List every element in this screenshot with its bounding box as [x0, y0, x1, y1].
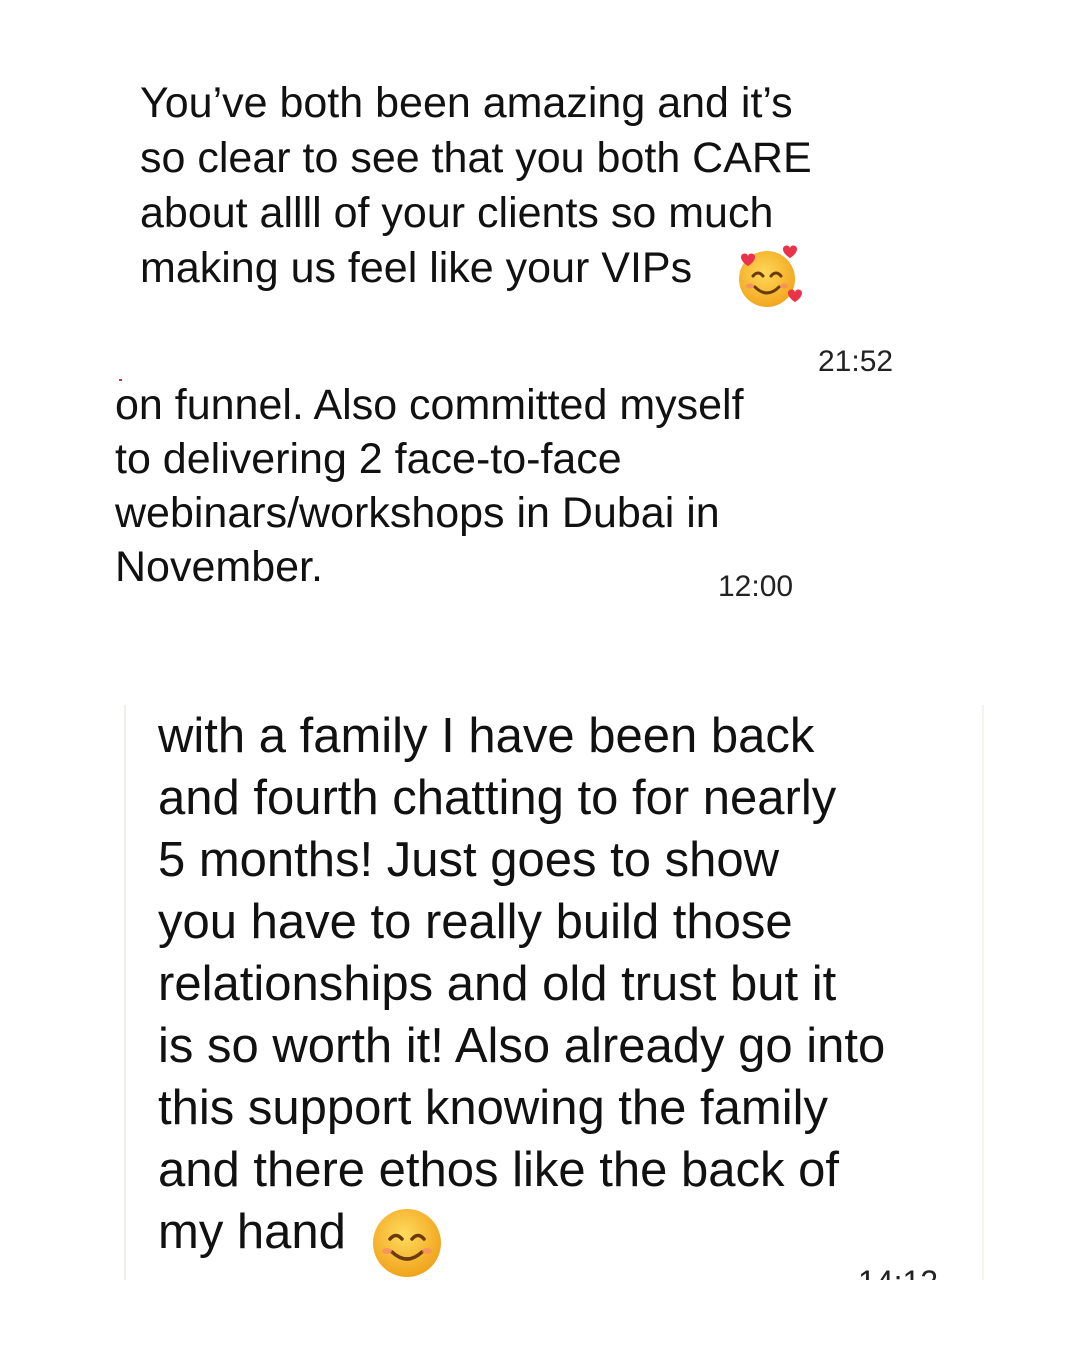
message-text-2: on funnel. Also committed myself to delivering 2 face-to-face webinars/workshops in Dubai in November.	[115, 381, 744, 591]
message-time-1: 21:52	[818, 345, 894, 378]
page-bottom-margin	[0, 1280, 1080, 1350]
smiling-face-icon	[370, 1206, 444, 1285]
message-text-1: You’ve both been amazing and it’s so clear to see that you both CARE about allll of your clients so much making us feel like your VIPs	[140, 79, 812, 292]
message-text-3: with a family I have been back and fourth chatting to for nearly 5 months! Just goes to show you have to really build those relationships and old trust but it is so worth it! Also already go into this support knowing the family and there ethos like the back of my hand	[158, 709, 886, 1259]
message-time-2: 12:00	[718, 570, 794, 603]
smiling-face-with-hearts-icon	[733, 245, 803, 316]
message-time-3	[858, 1262, 958, 1280]
